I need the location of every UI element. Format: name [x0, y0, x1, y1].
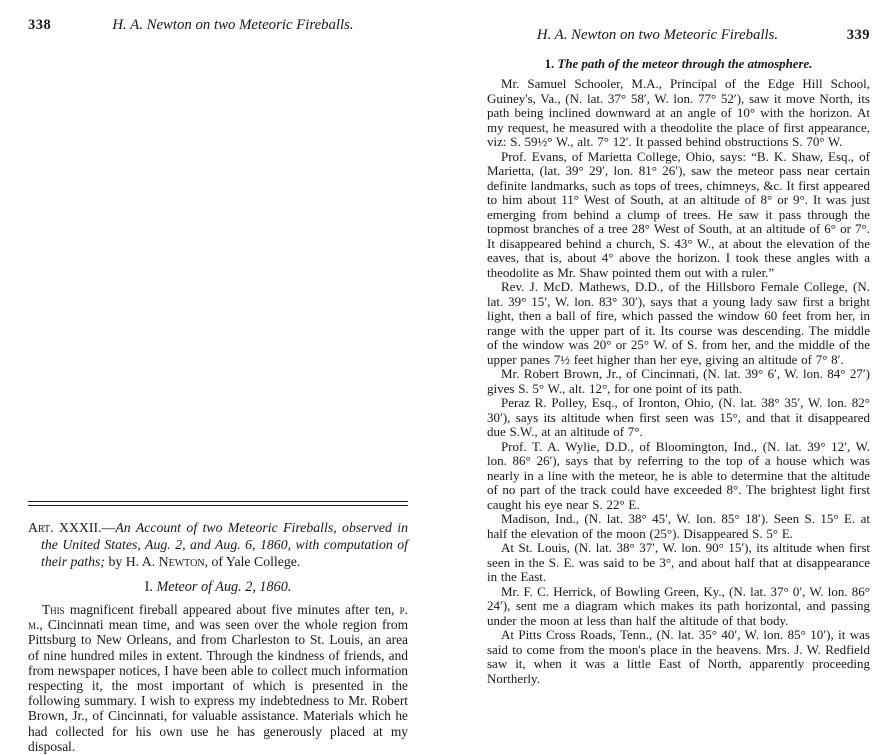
- meteor-section-heading: [28, 579, 408, 596]
- article-title: An Account of two Meteoric Fireballs, observed in the United States, Aug. 2, and Aug. 6, 1860, with computation of their paths;: [41, 520, 408, 569]
- right-running-title: H. A. Newton on two Meteoric Fireballs.: [536, 27, 779, 43]
- meteor-section-numeral: I.: [144, 579, 157, 595]
- paragraph-schooler: Mr. Samuel Schooler, M.A., Principal of the Edge Hill School, Guiney's, Va., (N. lat. 37° 58′, W. lon. 77° 52′), saw it move North, its path being inclined downward at an angle of 10° with the horizon. At my request, he measured with a theodolite the place of first appearance, viz: S. 59½° W., alt. 7° 12′. It passed behind obstructions S. 70° W.: [487, 76, 870, 149]
- paragraph-mathews: Rev. J. McD. Mathews, D.D., of the Hillsboro Female College, (N. lat. 39° 15′, W. lon. 83° 30′), says that a young lady saw first a bright light, then a ball of fire, which passed the window 60 feet from her, in range with the upper part of it. Its course was descending. The middle of the window was 20° or 25° W. of S. from her, and the middle of the upper panes 7½ feet higher than her eye, giving an altitude of 7° 8′.: [487, 279, 870, 367]
- paragraph-wylie: Prof. T. A. Wylie, D.D., of Bloomington, Ind., (N. lat. 39° 12′, W. lon. 86° 26′), says that by referring to the top of a house which was nearly in a line with the meteor, he is able to determine that the altitude of no part of the track could have exceeded 8°. The brightest light first caught his eye near S. 22° E.: [487, 438, 870, 512]
- opening-paragraph: [28, 602, 408, 754]
- article-opening-block: [28, 501, 408, 754]
- meteor-section-title: Meteor of Aug. 2, 1860.: [156, 579, 292, 595]
- right-running-head: [487, 27, 870, 47]
- opening-pm-abbrev: p. m.: [28, 602, 408, 633]
- paragraph-brown: Mr. Robert Brown, Jr., of Cincinnati, (N. lat. 39° 6′, W. lon. 84° 27′) gives S. 5° W., alt. 12°, for one point of its path.: [487, 366, 870, 396]
- left-page-number: 338: [28, 17, 52, 33]
- article-number-label: Art. XXXII.: [28, 520, 102, 535]
- right-page-number: 339: [846, 27, 870, 43]
- article-author: Newton: [158, 554, 205, 569]
- paragraph-evans-shaw: Prof. Evans, of Marietta College, Ohio, says: “B. K. Shaw, Esq., of Marietta, (lat. 39° 29′, lon. 81° 26′), saw the meteor pass near certain definite landmarks, such as tops of trees, chimneys, &c. It first appeared to him about 11° West of South, at an altitude of 8° or 9°. It was just emerging from behind a clump of trees. He saw it pass through the topmost branches of a tree 28° West of South, at an altitude of 6° or 7°. It disappeared behind a church, S. 43° W., at about the elevation of the eaves, that is, about 4° above the horizon. I took these angles with a theodolite as Mr. Shaw pointed them out with a ruler.”: [487, 148, 870, 280]
- path-section-numeral: 1.: [544, 57, 558, 71]
- paragraph-madison: Madison, Ind., (N. lat. 38° 45′, W. lon. 85° 18′). Seen S. 15° E. at half the elevation of the moon (25°). Disappeared S. 5° E.: [487, 511, 870, 541]
- article-divider-rule: [28, 501, 408, 506]
- article-heading: [28, 519, 408, 570]
- page-right-339: [487, 0, 870, 755]
- page-left-338: [28, 0, 408, 755]
- article-heading-dash: —: [101, 520, 116, 535]
- paragraph-pitts-cross-roads: At Pitts Cross Roads, Tenn., (N. lat. 35° 40′, W. lon. 85° 10′), it was said to come from the moon's place in the heavens. Mrs. J. W. Redfield saw it, when it was a little East of North, apparently proceeding Northerly.: [487, 627, 870, 686]
- right-page-text-block: [487, 57, 870, 686]
- paragraph-polley: Peraz R. Polley, Esq., of Ironton, Ohio, (N. lat. 38° 35′, W. lon. 82° 30′), says its altitude when first seen was 15°, and that it disappeared due S.W., at an altitude of 7°.: [487, 395, 870, 439]
- opening-lead-word: This: [42, 602, 65, 617]
- paragraph-herrick: Mr. F. C. Herrick, of Bowling Green, Ky., (N. lat. 37° 0′, W. lon. 86° 24′), sent me a diagram which makes its path horizontal, and passing under the moon at less than half the altitude of that body.: [487, 583, 870, 628]
- article-byline-prefix: by H. A.: [105, 554, 159, 569]
- path-section-title: The path of the meteor through the atmosphere.: [557, 57, 813, 71]
- paragraph-st-louis: At St. Louis, (N. lat. 38° 37′, W. lon. 90° 15′), its altitude when first seen in the S. E. was said to be 3°, and about half that at disappearance in the East.: [487, 540, 870, 584]
- opening-text-2: , Cincinnati mean time, and was seen over the whole region from Pittsburg to New Orleans, and from Charleston to St. Louis, an area of nine hundred miles in extent. Through the kindness of friends, and from newspaper notices, I have been able to collect much information respecting it, the most important of which is presented in the following summary. I wish to express my indebtedness to Mr. Robert Brown, Jr., of Cincinnati, for valuable assistance. Materials which he had collected for his own use he has generously placed at my disposal.: [28, 617, 408, 754]
- article-byline-suffix: , of Yale College.: [204, 554, 301, 569]
- left-running-title: H. A. Newton on two Meteoric Fireballs.: [112, 17, 354, 33]
- path-section-heading: [487, 57, 870, 72]
- left-running-head: [28, 17, 408, 37]
- opening-text-1: magnificent fireball appeared about five minutes after ten,: [64, 602, 400, 617]
